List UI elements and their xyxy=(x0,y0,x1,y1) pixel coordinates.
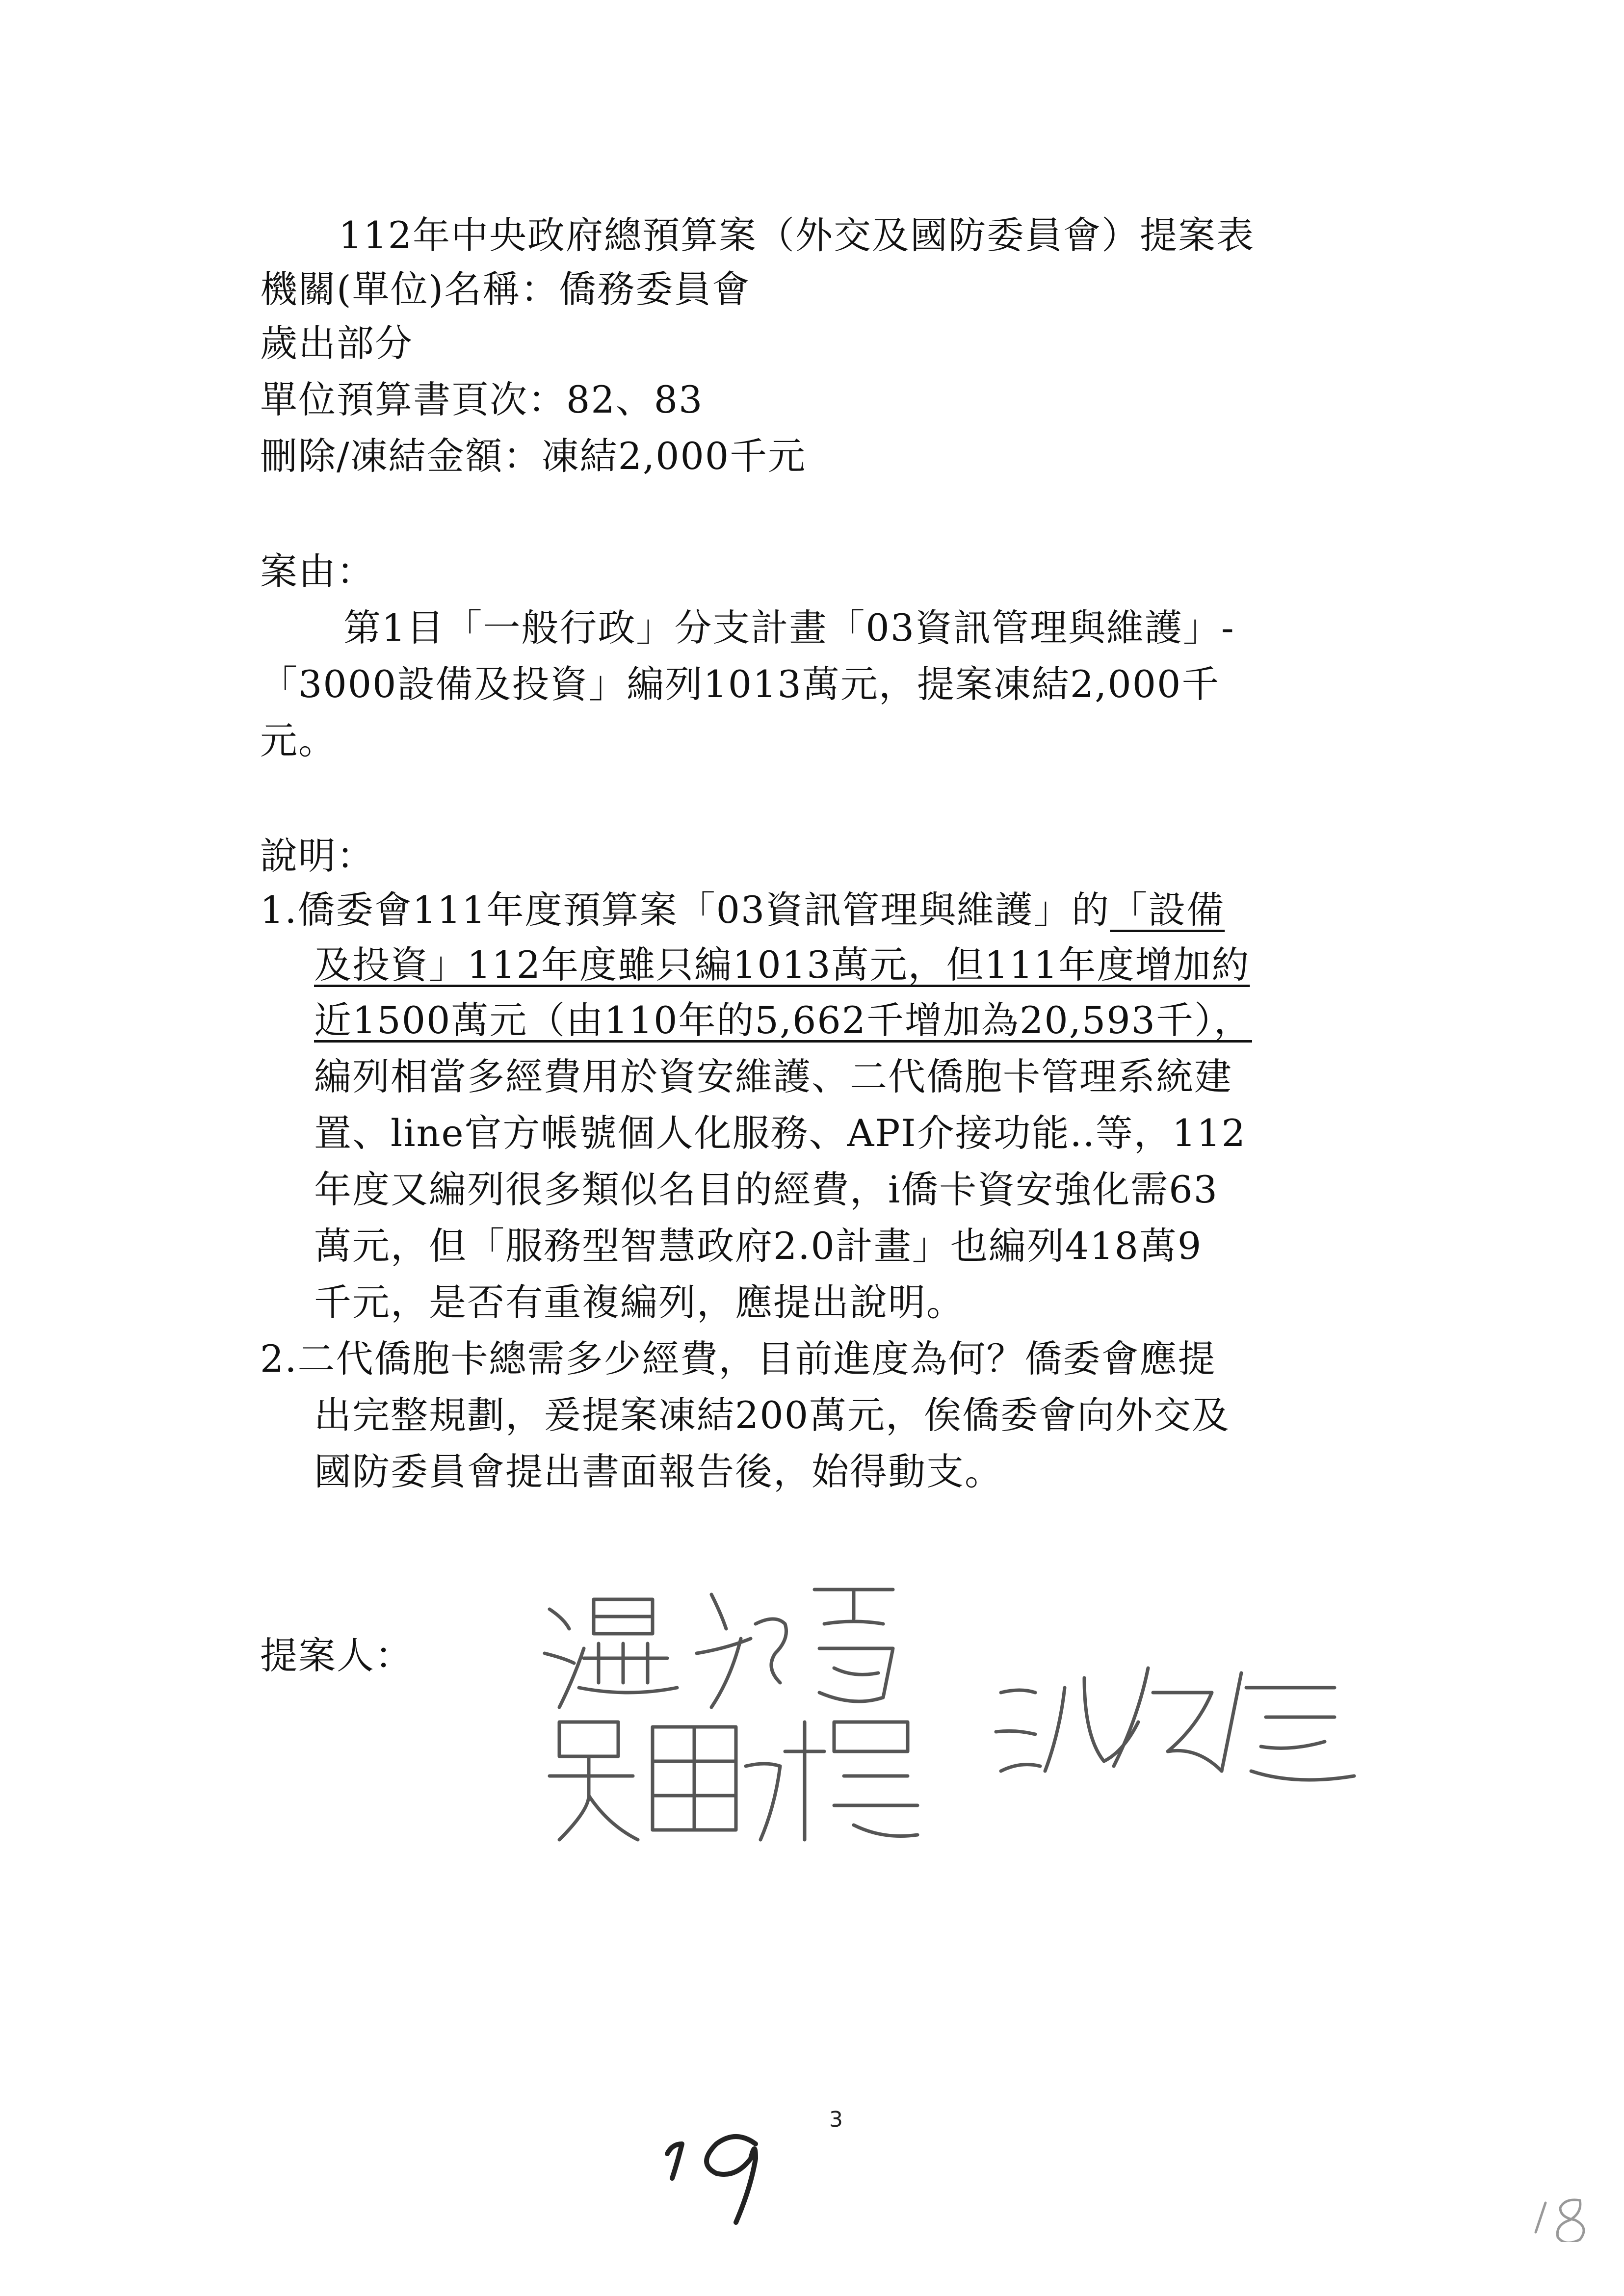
item1-line: 千元，是否有重複編列，應提出說明。 xyxy=(314,1280,965,1324)
item1-line3: 近1500萬元（由110年的5,662千增加為20,593千）， xyxy=(314,998,1252,1042)
reason-label: 案由： xyxy=(260,549,375,593)
signature-chiang-chi-chen xyxy=(991,1658,1374,1796)
reason-line: 第1目「一般行政」分支計畫「03資訊管理與維護」- xyxy=(343,606,1235,650)
reason-line: 元。 xyxy=(260,719,337,762)
amount-line: 刪除/凍結金額：凍結2,000千元 xyxy=(260,434,807,478)
signature-wen-yu-hsia xyxy=(540,1580,922,1717)
handwritten-page-number xyxy=(653,2124,780,2232)
document-title: 112年中央政府總預算案（外交及國防委員會）提案表 xyxy=(339,213,1255,257)
budget-page-line: 單位預算書頁次：82、83 xyxy=(260,378,704,421)
explain-label: 說明： xyxy=(260,834,375,878)
item1-line1-text: 1.僑委會111年度預算案「03資訊管理與維護」的 xyxy=(260,888,1110,932)
item1-line: 年度又編列很多類似名目的經費，i僑卡資安強化需63 xyxy=(314,1168,1219,1211)
reason-line: 「3000設備及投資」編列1013萬元，提案凍結2,000千 xyxy=(260,662,1220,706)
item2-line: 出完整規劃，爰提案凍結200萬元，俟僑委會向外交及 xyxy=(314,1393,1231,1437)
proposer-label: 提案人： xyxy=(260,1634,413,1677)
item1-line1 xyxy=(260,883,1225,937)
agency-line: 機關(單位)名稱：僑務委員會 xyxy=(260,267,751,311)
item1-line: 置、line官方帳號個人化服務、API介接功能..等，112 xyxy=(314,1111,1246,1155)
section-line: 歲出部分 xyxy=(260,321,413,365)
item1-underlined-text: 「設備 xyxy=(1110,888,1225,932)
corner-note xyxy=(1531,2193,1599,2242)
item2-line: 國防委員會提出書面報告後，始得動支。 xyxy=(314,1450,1003,1493)
item1-line2: 及投資」112年度雖只編1013萬元，但111年度增加約 xyxy=(314,943,1250,987)
item1-line: 編列相當多經費用於資安維護、二代僑胞卡管理系統建 xyxy=(314,1055,1232,1098)
signature-wu-szu-huai xyxy=(540,1707,932,1854)
item2-line: 2.二代僑胞卡總需多少經費，目前進度為何？僑委會應提 xyxy=(260,1337,1216,1381)
item1-line: 萬元，但「服務型智慧政府2.0計畫」也編列418萬9 xyxy=(314,1224,1203,1268)
page-number: 3 xyxy=(829,2107,843,2132)
